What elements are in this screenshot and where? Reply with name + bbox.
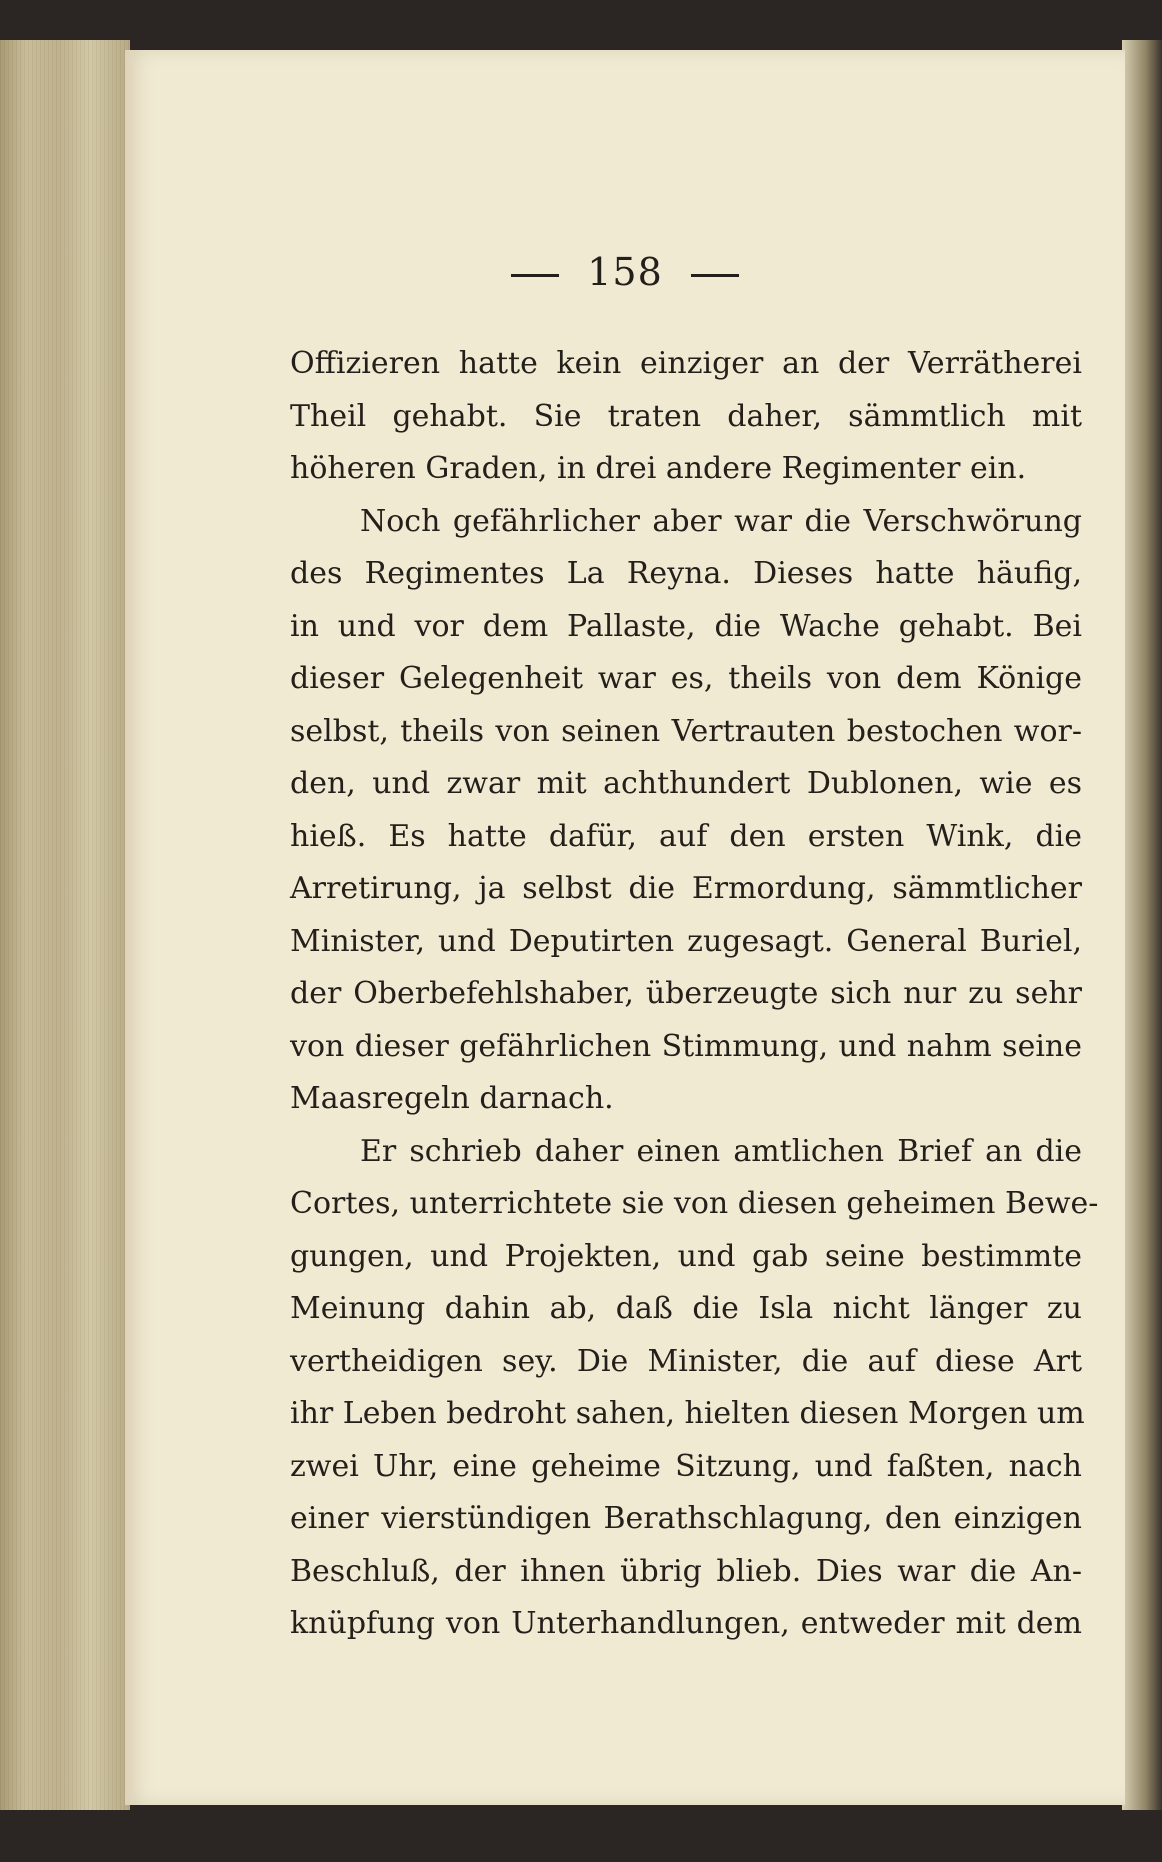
text-line: Arretirung, ja selbst die Ermordung, sämmtlicher xyxy=(290,871,1082,906)
header-dash-left xyxy=(511,274,559,277)
text-line: Offizieren hatte kein einziger an der Verrätherei xyxy=(290,346,1082,381)
page-number: 158 xyxy=(587,250,663,294)
text-line: Noch gefährlicher aber war die Verschwörung xyxy=(360,503,1082,539)
text-line: Er schrieb daher einen amtlichen Brief an die xyxy=(360,1133,1082,1169)
text-line: Cortes, unterrichtete sie von diesen geheimen Bewe- xyxy=(290,1186,1099,1221)
text-line: den, und zwar mit achthundert Dublonen, wie es xyxy=(290,766,1082,801)
text-line: Minister, und Deputirten zugesagt. General Buriel, xyxy=(290,923,1082,959)
text-line: Maasregeln darnach. xyxy=(290,1081,614,1116)
spine-shadow xyxy=(1122,40,1162,1810)
text-line: vertheidigen sey. Die Minister, die auf diese Art xyxy=(290,1343,1082,1379)
text-line: selbst, theils von seinen Vertrauten bestochen wor- xyxy=(290,713,1082,749)
book-page xyxy=(125,50,1125,1805)
text-line: Theil gehabt. Sie traten daher, sämmtlich mit xyxy=(290,398,1082,434)
text-line: knüpfung von Unterhandlungen, entweder mit dem xyxy=(290,1606,1082,1641)
header-dash-right xyxy=(691,274,739,277)
text-line: Meinung dahin ab, daß die Isla nicht länger zu xyxy=(290,1291,1082,1326)
text-line: des Regimentes La Reyna. Dieses hatte häufig, xyxy=(290,556,1082,591)
page-header xyxy=(125,250,1125,294)
text-line: einer vierstündigen Berathschlagung, den einzigen xyxy=(290,1501,1082,1536)
text-line: gungen, und Projekten, und gab seine bestimmte xyxy=(290,1238,1082,1274)
text-line: dieser Gelegenheit war es, theils von dem Könige xyxy=(290,661,1082,696)
book-page-edges xyxy=(0,40,130,1810)
text-line: höheren Graden, in drei andere Regimenter ein. xyxy=(290,451,1027,486)
text-line: in und vor dem Pallaste, die Wache gehabt. Bei xyxy=(290,608,1082,644)
text-line: ihr Leben bedroht sahen, hielten diesen Morgen um xyxy=(290,1396,1085,1431)
text-line: zwei Uhr, eine geheime Sitzung, und faßten, nach xyxy=(290,1448,1082,1484)
text-line: hieß. Es hatte dafür, auf den ersten Wink, die xyxy=(290,818,1082,854)
text-line: von dieser gefährlichen Stimmung, und nahm seine xyxy=(290,1028,1082,1064)
body-text xyxy=(290,338,1099,1651)
text-line: der Oberbefehlshaber, überzeugte sich nur zu sehr xyxy=(290,976,1082,1011)
text-line: Beschluß, der ihnen übrig blieb. Dies war die An- xyxy=(290,1553,1082,1589)
